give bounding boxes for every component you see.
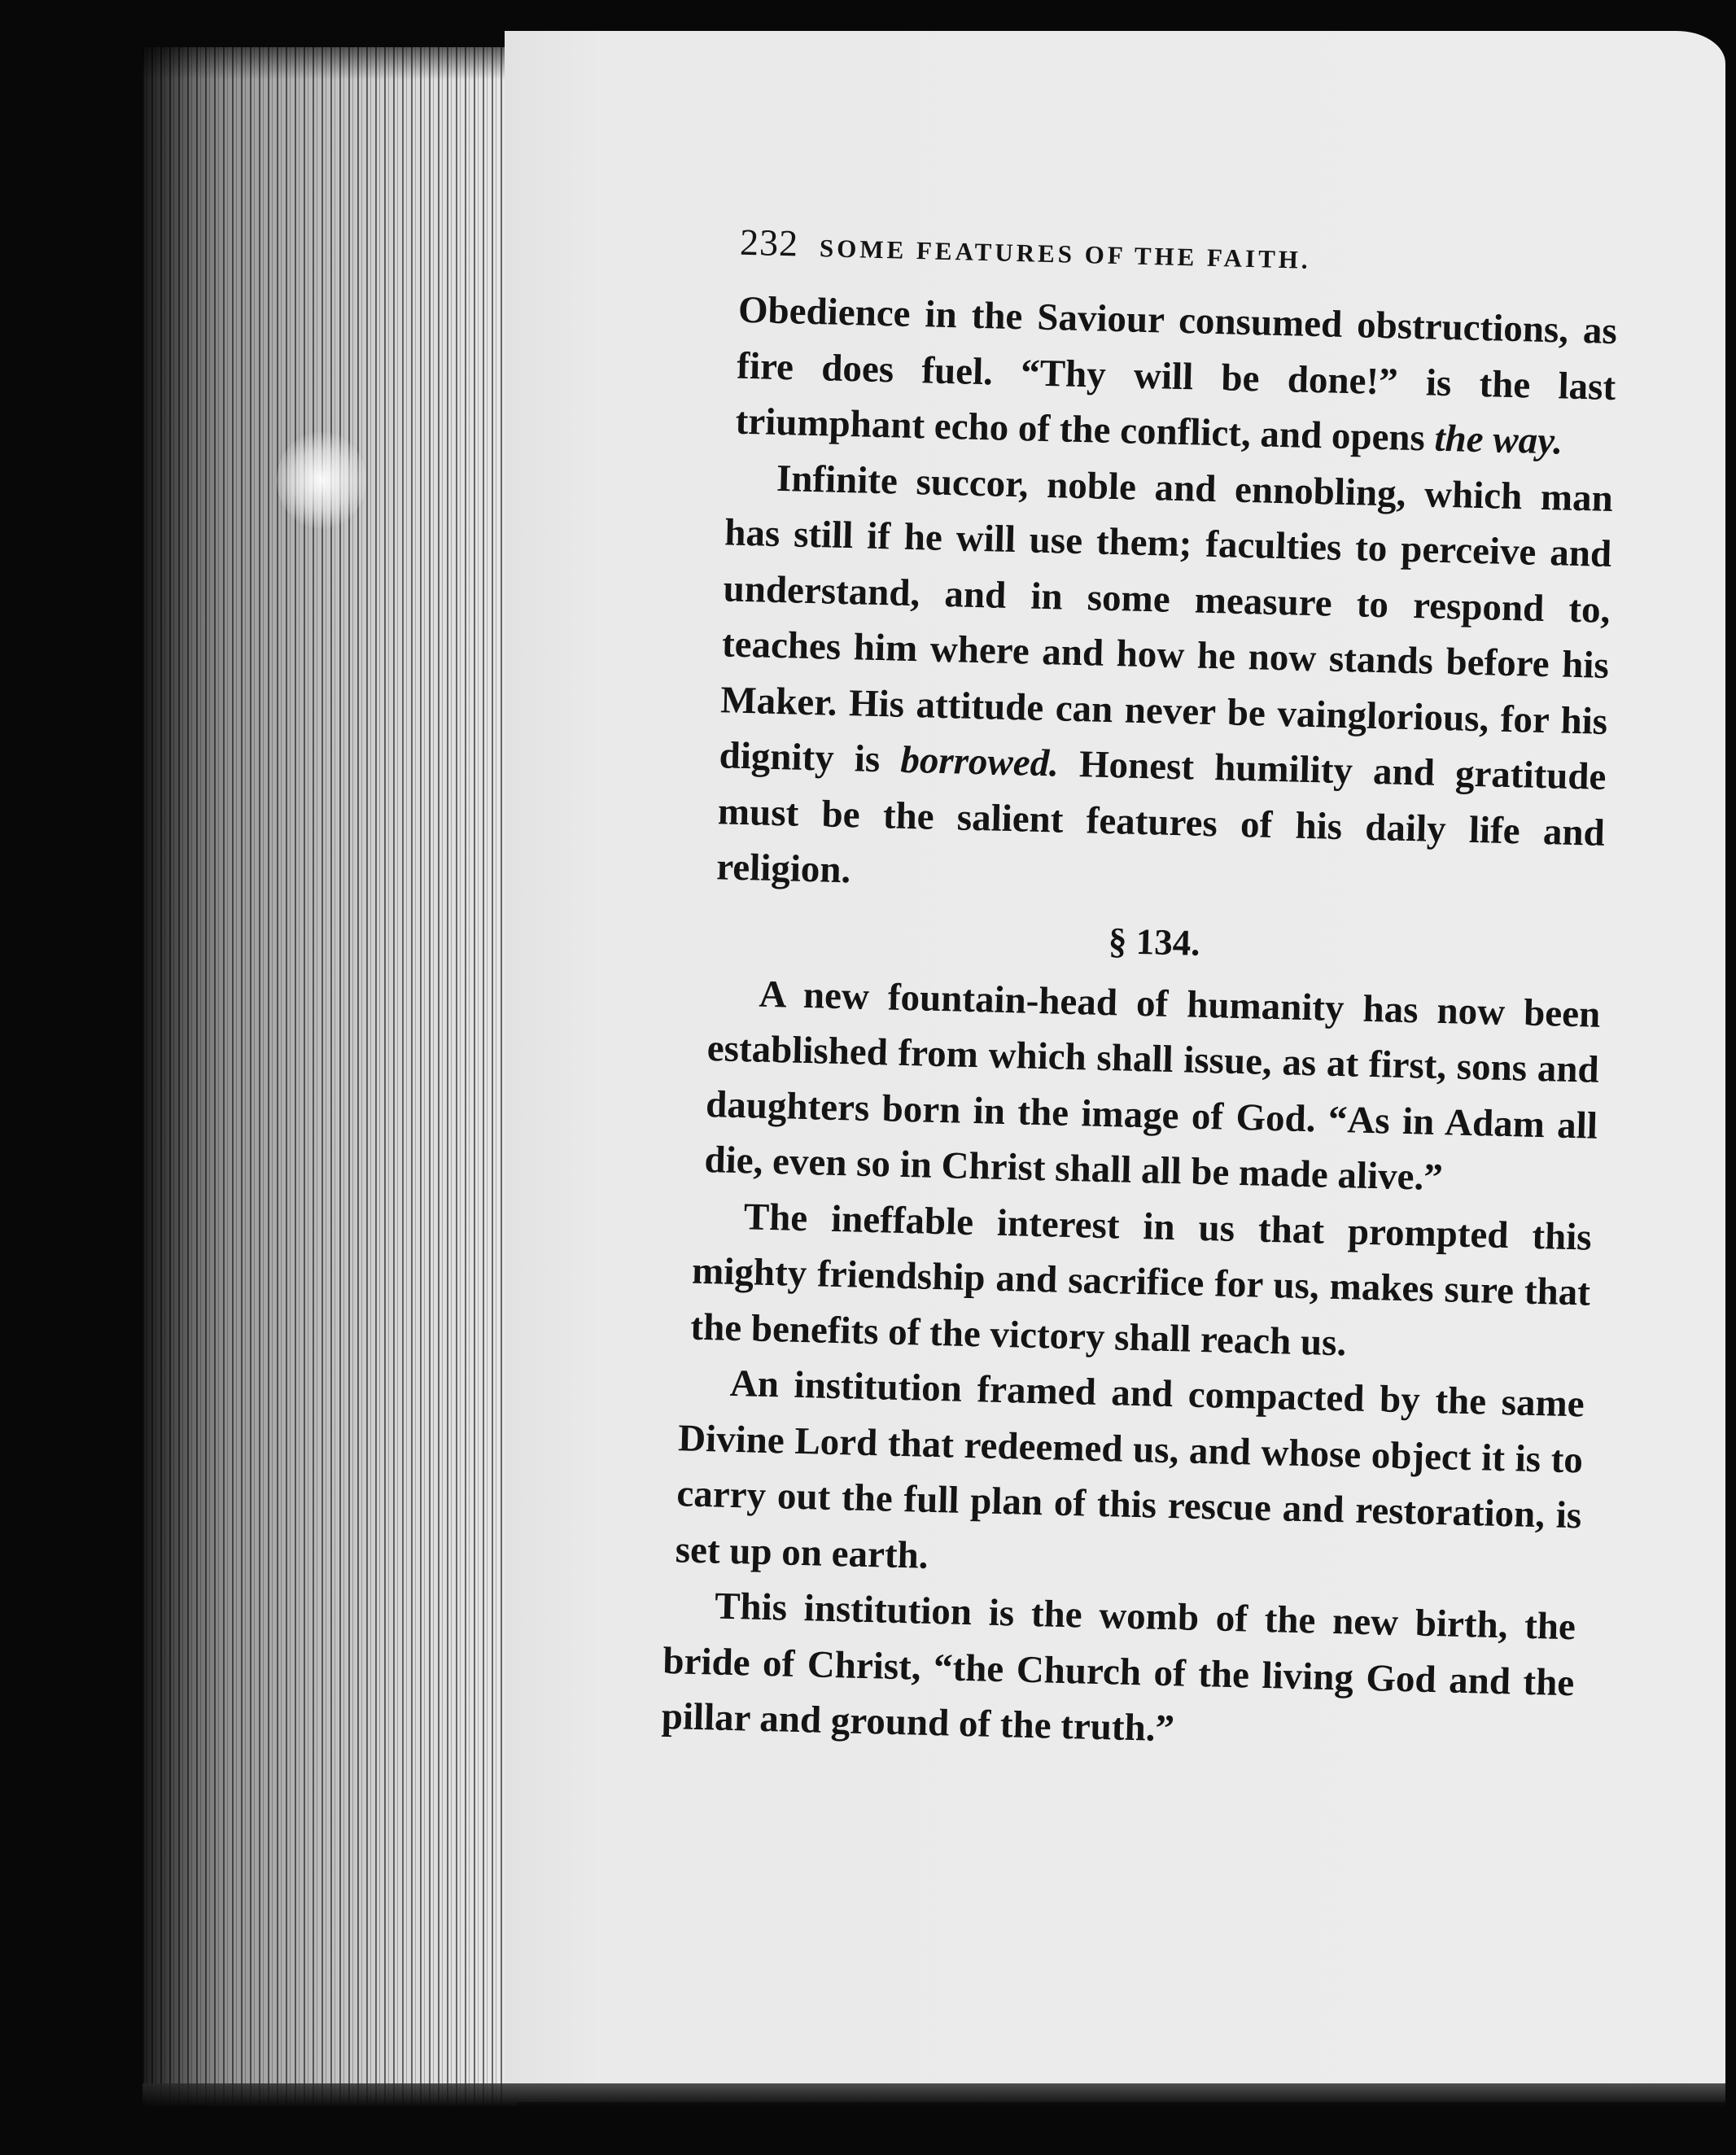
paragraph-institution: An institution framed and compacted by the same Divine Lord that redeemed us, and whose object it is to carry out the full plan of this rescue and restoration, is set up on earth. [675,1362,1585,1577]
page-text [661,213,1628,1767]
section-heading: § 134. [1108,920,1201,964]
paragraph-obedience [735,282,1618,471]
italic-phrase: borrowed. [899,738,1060,785]
italic-phrase: the way. [1433,417,1563,463]
page-number: 232 [739,221,799,264]
paragraph-fountain-head: A new fountain-head of humanity has now been established from which shall issue, as at first, sons and daughters born in the image of God. “As in Adam all die, even so in Christ shall all be made alive.” [703,973,1601,1200]
paragraph-tail: Honest humility and gratitude must be the salient features of his daily life and religion. [715,742,1607,892]
paragraph-text: Obedience in the Saviour consumed obstructions, as fire does fuel. “Thy will be done!” is the last triumphant echo of the conflict, and opens [735,288,1618,460]
paragraph-ineffable-interest: The ineffable interest in us that prompted this mighty friendship and sacrifice for us, makes sure that the benefits of the victory shall reach us. [689,1195,1593,1364]
paper-stain [277,431,366,529]
book-page-edges [142,47,517,2106]
paragraph-text: Infinite succor, noble and ennobling, which man has still if he will use them; faculties to perceive and understand, and in some measure to respond to, teaches him where and how he now stands before his Maker. His attitude can never be vainglorious, for his dignity is [719,457,1614,781]
book-bottom-shadow [142,2083,1725,2108]
paragraph-womb-of-new-birth: This institution is the womb of the new birth, the bride of Christ, “the Church of the living God and the pillar and ground of the truth.” [661,1585,1576,1751]
paragraph-infinite-succor [716,449,1614,916]
running-title: SOME FEATURES OF THE FAITH. [819,234,1312,274]
